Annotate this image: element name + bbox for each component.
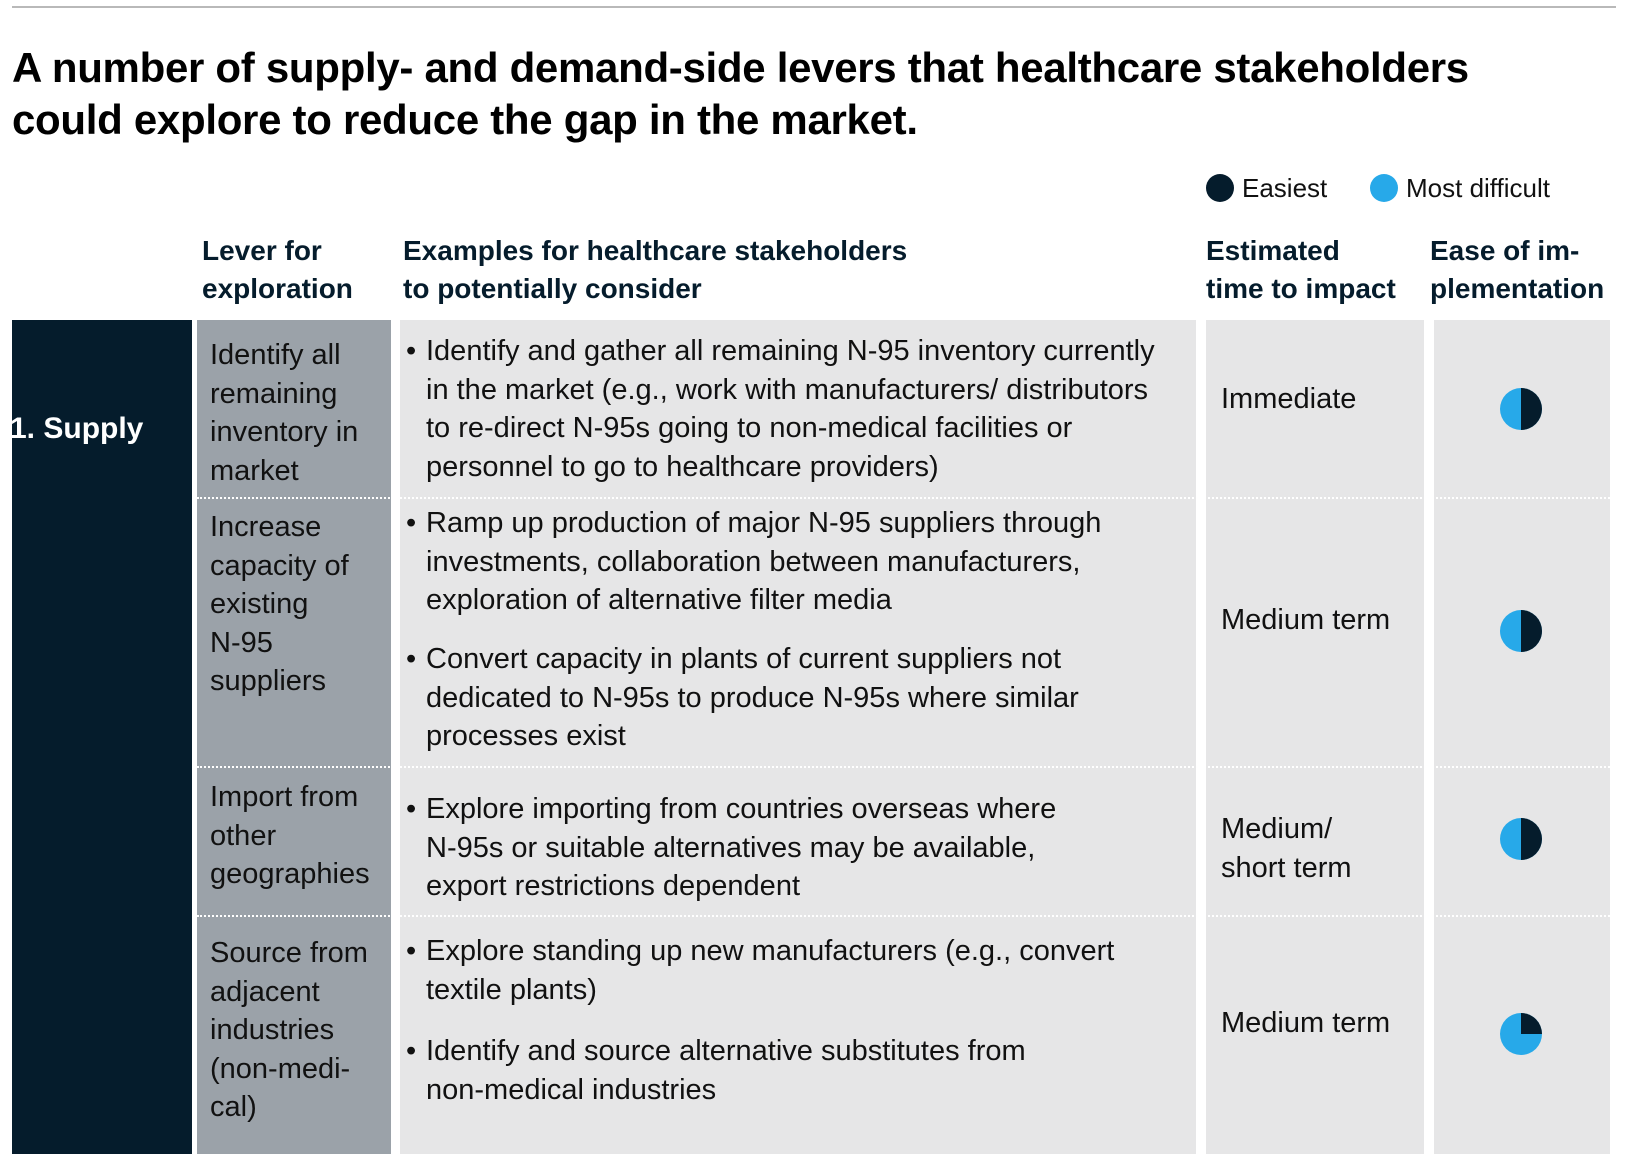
legend-easiest [1206,170,1327,206]
half-filled-circle-icon [1499,387,1543,431]
supply-category-label: 1. Supply [10,412,144,445]
half-filled-circle-icon [1499,609,1543,653]
bullet-icon: • [406,643,417,675]
time-to-impact-row-1: Immediate [1221,383,1357,415]
column-header-examples [403,232,907,308]
lever-increase-capacity: Increase capacity of existing N-95 suppliers [210,511,349,697]
bullet-icon: • [406,507,417,539]
column-header-ease [1430,232,1604,308]
column-header-lever-line-2: exploration [202,273,353,304]
bullet-icon: • [406,1035,417,1067]
legend-most-difficult [1370,170,1550,206]
column-header-lever [202,232,353,308]
column-header-ease-line-2: plementation [1430,273,1605,304]
page-title [12,42,1592,146]
example-bullet: • Explore standing up new manufacturers (e.g., convert textile plants) [406,932,1190,1009]
quarter-filled-circle-icon [1499,1012,1543,1056]
column-header-time-line-2: time to impact [1206,273,1396,304]
column-header-ease-line-1: Ease of im- [1430,235,1580,266]
example-bullet: • Identify and gather all remaining N-95 inventory currently in the market (e.g., work with manufacturers/ distributors to re-direct N-95s going to non-medical facilities or personnel to go to healthcare providers) [406,332,1190,486]
title-line-1: A number of supply- and demand-side levers that healthcare stakeholders [12,44,1469,91]
column-header-lever-line-1: Lever for [202,235,322,266]
time-to-impact-row-3: Medium/ short term [1221,813,1352,884]
example-bullet: • Ramp up production of major N-95 suppliers through investments, collaboration between manufacturers, exploration of alternative filter media [406,504,1190,620]
column-header-examples-line-1: Examples for healthcare stakeholders [403,235,908,266]
column-header-examples-line-2: to potentially consider [403,273,702,304]
column-header-time [1206,232,1396,308]
example-bullet: • Identify and source alternative substitutes from non-medical industries [406,1032,1190,1109]
time-to-impact-row-4: Medium term [1221,1007,1391,1039]
legend-easiest-dot-icon [1206,174,1234,202]
legend-most-difficult-label: Most difficult [1406,172,1551,203]
example-bullet: • Explore importing from countries overseas where N-95s or suitable alternatives may be available, export restrictions dependent [406,790,1190,906]
row-separator [197,497,1610,499]
row-separator [197,915,1610,917]
title-line-2: could explore to reduce the gap in the market. [12,96,918,143]
legend-easiest-label: Easiest [1242,172,1328,203]
bullet-icon: • [406,935,417,967]
time-to-impact-row-2: Medium term [1221,604,1391,636]
lever-identify-inventory: Identify all remaining inventory in market [210,339,359,487]
bullet-icon: • [406,793,417,825]
bullet-icon: • [406,335,417,367]
lever-import-geographies: Import from other geographies [210,781,370,890]
lever-source-adjacent: Source from adjacent industries (non-medi- cal) [210,937,368,1123]
top-rule [12,6,1616,8]
row-separator [197,766,1610,768]
column-header-time-line-1: Estimated [1206,235,1340,266]
example-bullet: • Convert capacity in plants of current suppliers not dedicated to N-95s to produce N-95s where similar processes exist [406,640,1190,756]
legend-most-difficult-dot-icon [1370,174,1398,202]
half-filled-circle-icon [1499,817,1543,861]
